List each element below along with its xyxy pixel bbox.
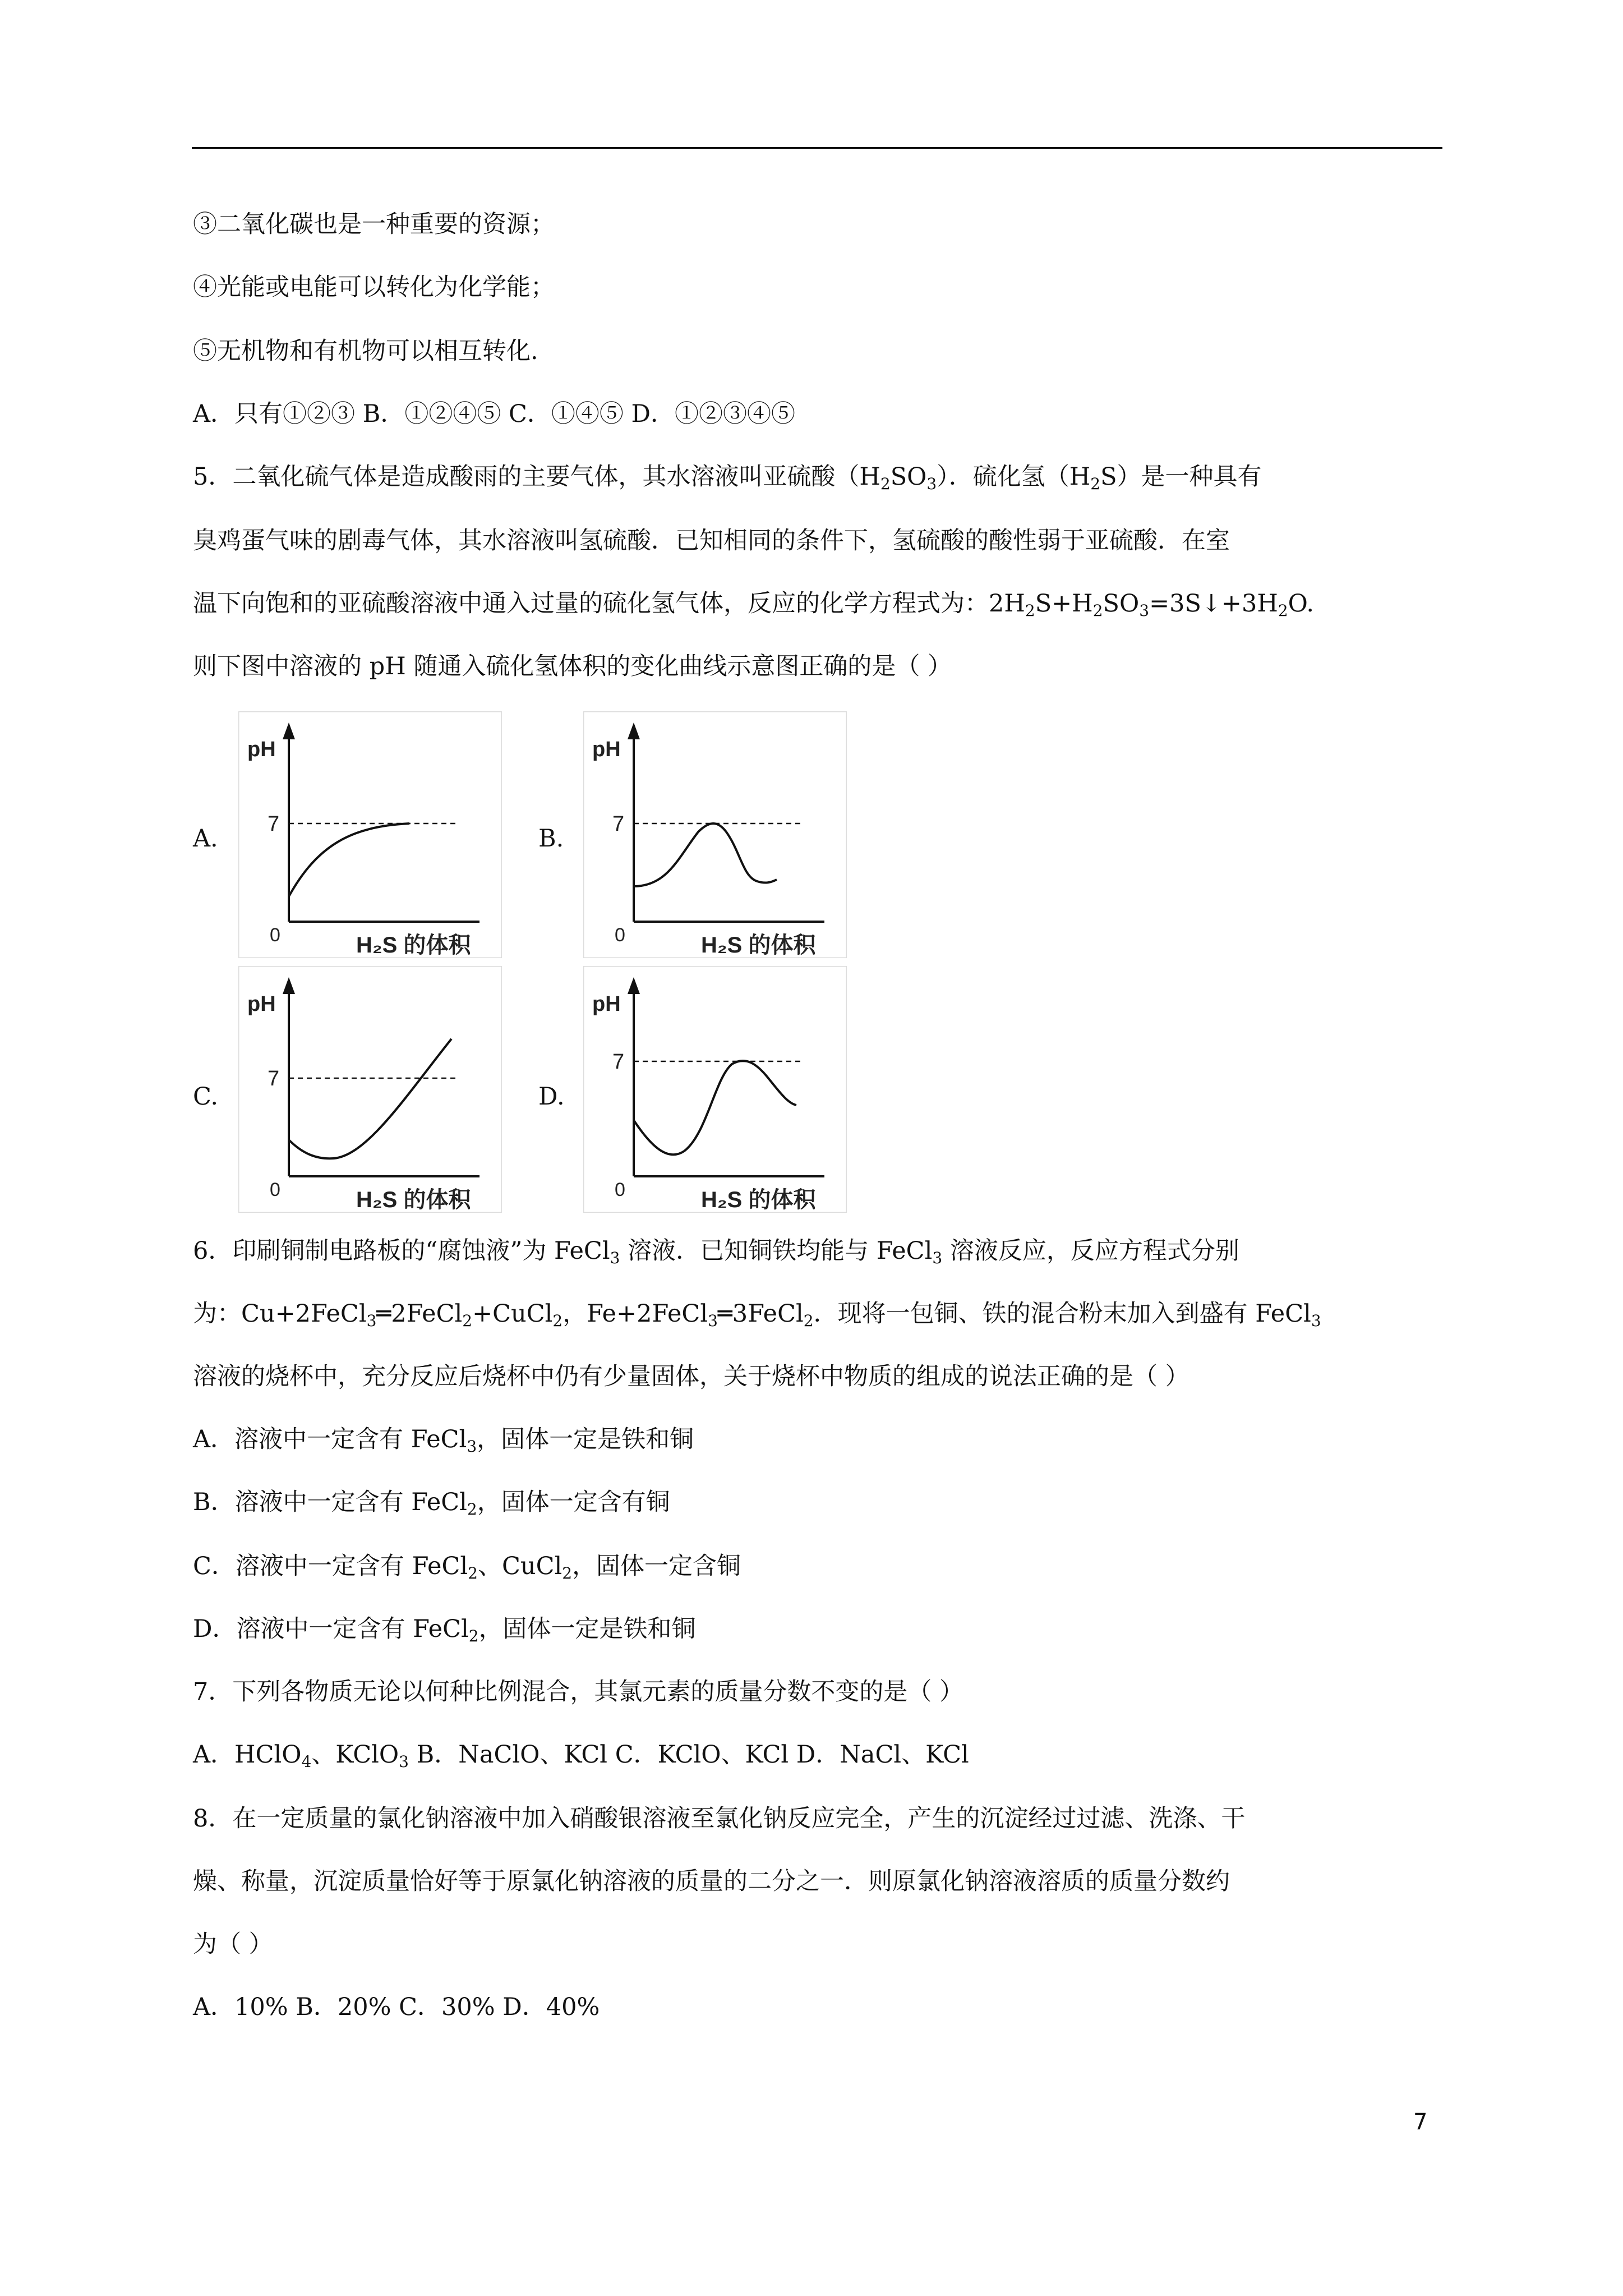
q5-stem-line-3: 温下向饱和的亚硫酸溶液中通入过量的硫化氢气体，反应的化学方程式为：$2H_2S+H_2SO_3=3S↓+3H_2O$. <box>193 590 1315 620</box>
q8-stem-line-2: 燥、称量，沉淀质量恰好等于原氯化钠溶液的质量的二分之一．则原氯化钠溶液溶质的质量分数约 <box>193 1867 1230 1895</box>
q5-stem-line-4: 则下图中溶液的 pH 随通入硫化氢体积的变化曲线示意图正确的是（ ） <box>193 652 952 680</box>
q8-stem-line-1: 8．在一定质量的氯化钠溶液中加入硝酸银溶液至氯化钠反应完全，产生的沉淀经过过滤、洗涤、干 <box>193 1805 1246 1833</box>
q5-stem-line-1: 5．二氧化硫气体是造成酸雨的主要气体，其水溶液叫亚硫酸$(H_2SO_3)$．硫化氢$(H_2S)$是一种具有 <box>193 463 1262 493</box>
q7-stem: 7．下列各物质无论以何种比例混合，其氯元素的质量分数不变的是（ ） <box>193 1678 964 1706</box>
ph-7-tick: 7 <box>612 1050 625 1074</box>
origin-label: 0 <box>615 1179 625 1200</box>
q5-graph-d <box>583 966 847 1213</box>
q5-option-a-label: A. <box>193 825 218 853</box>
q5-graph-b <box>583 711 847 958</box>
y-axis-label: pH <box>247 738 276 761</box>
q6-stem-line-2: 为：Cu+2FeCl$_3$═2FeCl$_2$+CuCl$_2$，Fe+2FeCl$_3$═3FeCl$_2$．现将一包铜、铁的混合粉末加入到盛有 FeCl$_3$ <box>193 1300 1321 1330</box>
header-rule <box>192 147 1442 149</box>
q4-options: A．只有①②③ B．①②④⑤ C．①④⑤ D．①②③④⑤ <box>193 400 796 428</box>
q5-graph-b-svg <box>583 711 847 958</box>
q5-option-b-label: B. <box>538 825 564 853</box>
ph-7-tick: 7 <box>268 1067 280 1091</box>
origin-label: 0 <box>615 924 625 946</box>
q5-stem-line-2: 臭鸡蛋气味的剧毒气体，其水溶液叫氢硫酸．已知相同的条件下，氢硫酸的酸性弱于亚硫酸．在室 <box>193 527 1230 555</box>
q4-item-4: ④光能或电能可以转化为化学能； <box>193 273 555 301</box>
y-axis-label: pH <box>247 992 276 1016</box>
x-axis-label: H₂S 的体积 <box>701 933 816 958</box>
page-number: 7 <box>1413 2109 1428 2135</box>
x-axis-label: H₂S 的体积 <box>701 1188 816 1212</box>
q8-stem-line-3: 为（ ） <box>193 1930 273 1958</box>
q6-stem-line-3: 溶液的烧杯中，充分反应后烧杯中仍有少量固体，关于烧杯中物质的组成的说法正确的是（ ） <box>193 1363 1189 1391</box>
ph-7-tick: 7 <box>268 812 280 836</box>
x-axis-label: H₂S 的体积 <box>356 933 471 958</box>
q5-option-d-label: D. <box>538 1083 565 1111</box>
q5-graph-d-svg <box>583 966 847 1213</box>
q6-option-b: B．溶液中一定含有 FeCl$_2$，固体一定含有铜 <box>193 1488 670 1519</box>
q5-graph-a <box>238 711 502 958</box>
ph-7-tick: 7 <box>612 812 625 836</box>
q4-item-5: ⑤无机物和有机物可以相互转化. <box>193 337 538 365</box>
q7-options: A．HClO$_4$、KClO$_3$ B．NaClO、KCl C．KClO、KCl D．NaCl、KCl <box>193 1741 969 1771</box>
q4-item-3: ③二氧化碳也是一种重要的资源； <box>193 210 555 238</box>
q6-stem-line-1: 6．印刷铜制电路板的“腐蚀液”为 FeCl$_3$ 溶液．已知铜铁均能与 FeCl$_3$ 溶液反应，反应方程式分别 <box>193 1237 1239 1267</box>
origin-label: 0 <box>270 924 280 946</box>
q6-option-d: D．溶液中一定含有 FeCl$_2$，固体一定是铁和铜 <box>193 1615 696 1645</box>
q5-option-c-label: C. <box>193 1083 219 1111</box>
origin-label: 0 <box>270 1179 280 1200</box>
q5-graph-a-svg <box>238 711 502 958</box>
x-axis-label: H₂S 的体积 <box>356 1188 471 1212</box>
q6-option-c: C．溶液中一定含有 FeCl$_2$、CuCl$_2$，固体一定含铜 <box>193 1552 741 1582</box>
q5-graph-c-svg <box>238 966 502 1213</box>
q6-option-a: A．溶液中一定含有 FeCl$_3$，固体一定是铁和铜 <box>193 1425 694 1456</box>
y-axis-label: pH <box>592 992 621 1016</box>
q5-graph-c <box>238 966 502 1213</box>
y-axis-label: pH <box>592 738 621 761</box>
q8-options: A．10% B．20% C．30% D．40% <box>193 1993 600 2021</box>
